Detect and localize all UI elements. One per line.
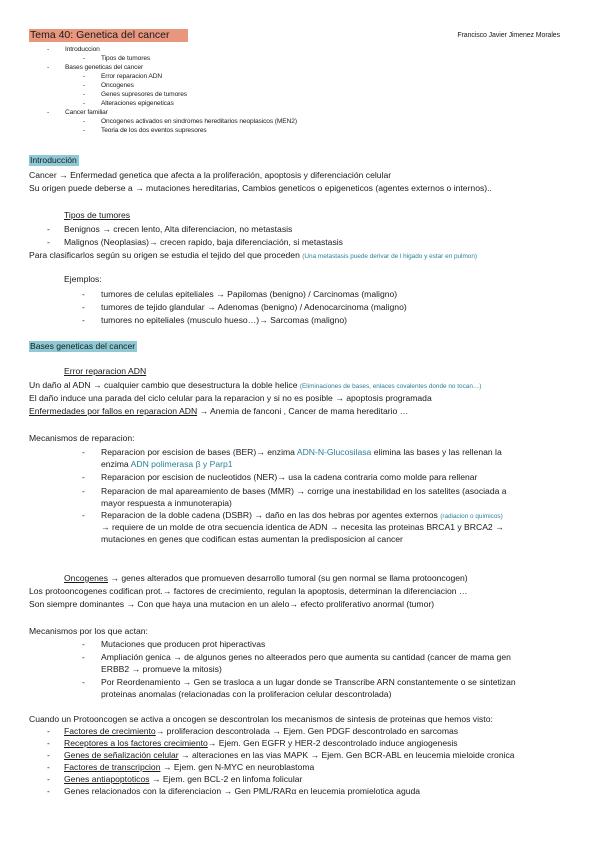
- mecanismos-actan-label: Mecanismos por los que actan:: [29, 626, 148, 636]
- mmr-line-1: Reparacion de mal apareamiento de bases (MMR) → corrige una inestabilidad en los satelites (asociada a: [101, 486, 507, 496]
- dano-note: (Eliminaciones de bases, enlaces covalentes donde no tocan…): [299, 383, 482, 390]
- clasificar-line: [29, 250, 477, 262]
- factor-2-name: Receptores a los factores crecimiento: [64, 738, 208, 748]
- factor-5-desc: → Ejem. gen BCL-2 en linfoma folicular: [149, 774, 303, 784]
- toc-bullet: -: [47, 109, 50, 116]
- toc-sub-bullet: -: [83, 127, 86, 134]
- toc-bullet: -: [47, 64, 50, 71]
- mecanismo-2-line-1: Ampliación genica → de algunos genes no alteerados pero que aumenta su cantidad (cancer de mama gen: [101, 652, 511, 662]
- mecanismo-3-line-2: proteinas anomalas (relacionadas con la proliferacion celular descontrolada): [101, 689, 392, 699]
- author-name: Francisco Javier Jimenez Morales: [457, 32, 560, 39]
- enfermedades-link-text: Enfermedades por fallos en reparacion ADN: [29, 406, 198, 416]
- subheading-tipos-tumores: Tipos de tumores: [64, 210, 131, 220]
- factor-1-name: Factores de crecimiento: [64, 726, 156, 736]
- toc-oncogenes: Oncogenes: [101, 82, 134, 89]
- factor-3-name: Genes de señalización celular: [64, 750, 179, 760]
- ejemplos-label: Ejemplos:: [64, 274, 102, 284]
- list-bullet: -: [82, 486, 85, 496]
- ber-enzyme-1: ADN-N-Glucosilasa: [296, 447, 372, 457]
- ber-enzyme-2: ADN polimerasa β y Parp1: [130, 459, 233, 469]
- toc-epigeneticas: Alteraciones epigeneticas: [101, 100, 174, 107]
- clasificar-note: (Una metastasis puede derivar de l higado y estar en pulmon): [302, 253, 478, 260]
- list-bullet: -: [82, 677, 85, 687]
- subheading-error-adn: Error reparacion ADN: [64, 366, 147, 376]
- toc-sub-bullet: -: [83, 82, 86, 89]
- factor-6: Genes relacionados con la diferenciacion → Gen PML/RARα en leucemia promielotica aguda: [64, 786, 421, 796]
- subheading-oncogenes: Oncogenes: [64, 573, 108, 583]
- ejemplo-3: tumores no epiteliales (musculo hueso…)→ Sarcomas (maligno): [101, 315, 347, 325]
- toc-tipos-tumores: Tipos de tumores: [101, 55, 151, 62]
- factor-3: [64, 750, 515, 761]
- toc-familiar: Cancer familiar: [65, 109, 108, 116]
- list-bullet: -: [82, 302, 85, 312]
- toc-supresores: Genes supresores de tumores: [101, 91, 187, 98]
- ber-line-2: [101, 459, 233, 470]
- mecanismos-reparacion-label: Mecanismos de reparacion:: [29, 433, 135, 443]
- list-bullet: -: [82, 652, 85, 662]
- list-bullet: -: [82, 472, 85, 482]
- list-bullet: -: [47, 750, 50, 760]
- mmr-line-2: mayor respuesta a inmunoterapia): [101, 498, 232, 508]
- dano-text: Un daño al ADN → cualquier cambio que desestructura la doble helice: [29, 380, 298, 390]
- toc-sub-bullet: -: [83, 118, 86, 125]
- list-bullet: -: [47, 726, 50, 736]
- factor-4-desc: → Ejem. gen N-MYC en neuroblastoma: [160, 762, 315, 772]
- toc-sub-bullet: -: [83, 91, 86, 98]
- parada-line: El daño induce una parada del ciclo celular para la reparacion y si no es posible → apoptosis programada: [29, 393, 432, 403]
- toc-bases: Bases geneticas del cancer: [65, 64, 144, 71]
- toc-error-adn: Error reparacion ADN: [101, 73, 163, 80]
- toc-introduccion: Introduccion: [65, 46, 100, 53]
- toc-sub-bullet: -: [83, 73, 86, 80]
- dominantes-line: Son siempre dominantes → Con que haya una mutacion en un alelo→ efecto proliferativo anormal (tumor): [29, 599, 435, 609]
- factor-3-desc: → alteraciones en las vias MAPK → Ejem. Gen BCR-ABL en leucemia mieloide cronica: [178, 750, 515, 760]
- ner-line: Reparacion por escision de nucleotidos (NER)→ usa la cadena contraria como molde para rellenar: [101, 472, 478, 482]
- section-heading-bases: Bases geneticas del cancer: [30, 341, 136, 351]
- ber-line-1: [101, 447, 502, 458]
- factor-2-desc: → Ejem. Gen EGFR y HER-2 descontrolado induce angiogenesis: [207, 738, 458, 748]
- list-bullet: -: [82, 639, 85, 649]
- list-bullet: -: [47, 224, 50, 234]
- item-malignos: Malignos (Neoplasias)→ crecen rapido, baja diferenciación, si metastasis: [64, 237, 343, 247]
- item-benignos: Benignos → crecen lento, Alta diferenciacion, no metastasis: [64, 224, 293, 234]
- dsbr-line-1: [101, 510, 503, 522]
- protooncogenes-line: Los protooncogenes codifican prot.→ factores de crecimiento, regulan la apoptosis, determinan la diferenciacion …: [29, 586, 468, 596]
- mecanismo-2-line-2: ERBB2 → promueve la mitosis): [101, 664, 222, 674]
- factor-5-name: Genes antiapoptoticos: [64, 774, 150, 784]
- factor-4-name: Factores de transcripcion: [64, 762, 161, 772]
- mecanismo-1: Mutaciones que producen prot hiperactivas: [101, 639, 266, 649]
- dano-line: [29, 380, 481, 392]
- list-bullet: -: [82, 510, 85, 520]
- ber-text-b: elimina las bases y las rellenan la: [371, 447, 502, 457]
- toc-men2: Oncogenes activados en sindromes hereditarios neoplasicos (MEN2): [101, 118, 297, 125]
- toc-bullet: -: [47, 46, 50, 53]
- activa-line: Cuando un Protooncogen se activa a oncogen se descontrolan los mecanismos de sintesis de proteinas que hemos visto:: [29, 714, 493, 724]
- dsbr-line-3: mutaciones en genes que codifican estas aumentan la predisposicion al cancer: [101, 534, 403, 544]
- section-heading-introduccion: Introducción: [30, 155, 77, 165]
- dsbr-line-2: → requiere de un molde de otra secuencia identica de ADN → necesita las proteinas BRCA1 y BRCA2 →: [101, 522, 504, 532]
- toc-sub-bullet: -: [83, 100, 86, 107]
- list-bullet: -: [47, 774, 50, 784]
- ejemplo-2: tumores de tejido glandular → Adenomas (benigno) / Adenocarcinoma (maligno): [101, 302, 407, 312]
- intro-line-2: Su origen puede deberse a → mutaciones hereditarias, Cambios geneticos o epigeneticos (agentes externos o internos)..: [29, 183, 492, 193]
- list-bullet: -: [82, 447, 85, 457]
- dsbr-text: Reparacion de la doble cadena (DSBR) → daño en las dos hebras por agentes externos: [101, 510, 441, 520]
- factor-2: [64, 738, 458, 749]
- enfermedades-rest: → Anemia de fanconi , Cancer de mama hereditario …: [197, 406, 409, 416]
- intro-line-1: Cancer → Enfermedad genetica que afecta a la proliferación, apoptosis y diferenciación celular: [29, 170, 392, 180]
- factor-1-desc: → proliferacion descontrolada → Ejem. Gen PDGF descontrolado en sarcomas: [155, 726, 459, 736]
- factor-5: [64, 774, 302, 785]
- list-bullet: -: [47, 786, 50, 796]
- toc-dos-eventos: Teoria de los dos eventos supresores: [101, 127, 207, 134]
- document-title: Tema 40: Genetica del cancer: [29, 29, 188, 42]
- list-bullet: -: [82, 289, 85, 299]
- page-header: [29, 29, 560, 43]
- factor-1: [64, 726, 458, 737]
- list-bullet: -: [47, 762, 50, 772]
- list-bullet: -: [47, 738, 50, 748]
- toc-sub-bullet: -: [83, 55, 86, 62]
- oncogenes-def-line: [64, 573, 468, 584]
- ber-text-a: Reparacion por escision de bases (BER)→ enzima: [101, 447, 297, 457]
- mecanismo-3-line-1: Por Reordenamiento → Gen se trasloca a un lugar donde se Transcribe ARN constantemente o se sintetizan: [101, 677, 516, 687]
- list-bullet: -: [47, 237, 50, 247]
- dsbr-note: (radiacion o quimicos): [440, 513, 503, 520]
- ber-text-c: enzima: [101, 459, 131, 469]
- oncogenes-def: → genes alterados que promueven desarrollo tumoral (su gen normal se llama protooncogen): [107, 573, 468, 583]
- list-bullet: -: [82, 315, 85, 325]
- ejemplo-1: tumores de celulas epiteliales → Papilomas (benigno) / Carcinomas (maligno): [101, 289, 398, 299]
- factor-4: [64, 762, 314, 773]
- clasificar-text: Para clasificarlos según su origen se estudia el tejido del que proceden: [29, 250, 300, 260]
- enfermedades-line: [29, 406, 408, 417]
